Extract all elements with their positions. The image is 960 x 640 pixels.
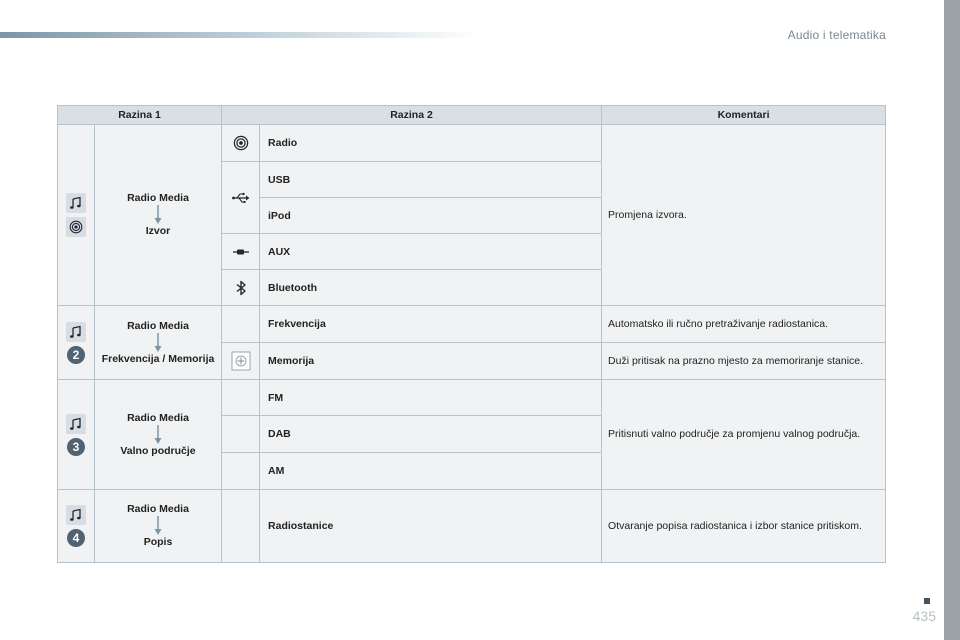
level1-bottom-label: Izvor — [145, 225, 171, 237]
level2-icon-cell — [222, 453, 260, 490]
level2-label: Bluetooth — [260, 270, 602, 306]
number-2-badge: 2 — [67, 346, 85, 364]
level2-label: AUX — [260, 234, 602, 270]
comment-cell: Promjena izvora. — [602, 125, 886, 306]
header-gradient-bar — [0, 32, 480, 38]
number-4-badge: 4 — [67, 529, 85, 547]
level2-label: FM — [260, 380, 602, 416]
page-number: 435 — [912, 608, 936, 624]
radio-source-icon — [66, 217, 86, 237]
level2-label: iPod — [260, 198, 602, 234]
level2-icon-cell — [222, 162, 260, 234]
level1-top-label: Radio Media — [127, 503, 189, 515]
level2-icon-cell — [222, 125, 260, 162]
level1-bottom-label: Valno područje — [120, 444, 196, 457]
level2-icon-cell — [222, 270, 260, 306]
arrow-down-icon — [153, 205, 163, 225]
level2-label: Frekvencija — [260, 306, 602, 343]
memory-plus-icon — [231, 351, 251, 371]
table-row — [58, 490, 886, 563]
column-header-comments: Komentari — [602, 106, 886, 125]
arrow-down-icon — [153, 425, 163, 445]
level1-top-label: Radio Media — [127, 192, 189, 204]
group-icons — [58, 125, 95, 306]
column-header-level2: Razina 2 — [222, 106, 602, 125]
level1-top-label: Radio Media — [127, 411, 189, 424]
comment-cell: Otvaranje popisa radiostanica i izbor stanice pritiskom. — [602, 490, 886, 563]
level2-icon-cell — [222, 380, 260, 416]
aux-icon — [232, 247, 250, 257]
level2-label: Radio — [260, 125, 602, 162]
group-icons — [58, 490, 95, 563]
number-3-badge: 3 — [67, 438, 85, 456]
table-row — [58, 380, 886, 416]
music-note-icon — [66, 322, 86, 342]
comment-cell: Pritisnuti valno područje za promjenu valnog područja. — [602, 380, 886, 490]
group-icons — [58, 380, 95, 490]
music-note-icon — [66, 505, 86, 525]
bluetooth-icon — [235, 280, 247, 296]
level2-icon-cell — [222, 234, 260, 270]
group-icons — [58, 306, 95, 380]
music-note-icon — [66, 414, 86, 434]
level2-label: Radiostanice — [260, 490, 602, 563]
usb-icon — [232, 192, 250, 204]
comment-cell: Duži pritisak na prazno mjesto za memoriranje stanice. — [602, 343, 886, 380]
arrow-down-icon — [153, 333, 163, 353]
music-note-icon — [66, 193, 86, 213]
arrow-down-icon — [153, 516, 163, 536]
table-row — [58, 125, 886, 162]
level1-cell — [95, 380, 222, 490]
level1-bottom-label: Frekvencija / Memorija — [101, 352, 215, 365]
table-header-row — [58, 106, 886, 125]
level2-icon-cell — [222, 306, 260, 343]
level2-label: Memorija — [260, 343, 602, 380]
level2-label: DAB — [260, 416, 602, 453]
level1-bottom-label: Popis — [143, 536, 173, 548]
comment-cell: Automatsko ili ručno pretraživanje radiostanica. — [602, 306, 886, 343]
level1-cell — [95, 490, 222, 563]
radio-source-icon — [233, 135, 249, 151]
section-title: Audio i telematika — [787, 28, 886, 42]
level1-cell — [95, 306, 222, 380]
level1-top-label: Radio Media — [127, 319, 189, 332]
menu-table — [57, 105, 886, 563]
column-header-level1: Razina 1 — [58, 106, 222, 125]
level2-icon-cell — [222, 343, 260, 380]
level2-icon-cell — [222, 490, 260, 563]
level2-icon-cell — [222, 416, 260, 453]
page-edge-strip — [944, 0, 960, 640]
level2-label: AM — [260, 453, 602, 490]
level2-label: USB — [260, 162, 602, 198]
table-row — [58, 306, 886, 343]
page-marker — [924, 598, 930, 604]
level1-cell — [95, 125, 222, 306]
